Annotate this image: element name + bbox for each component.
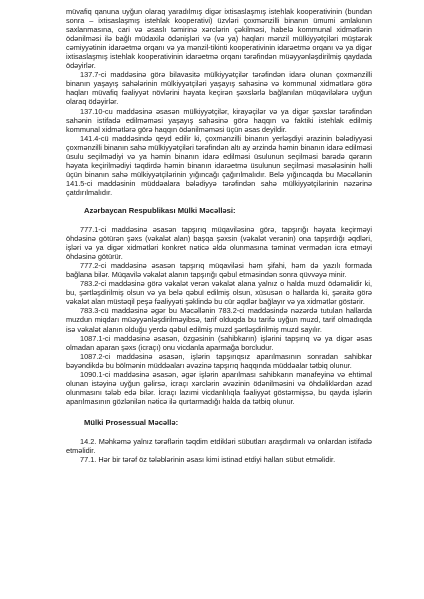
article-1087-1-paragraph: 1087.1-ci maddəsinə əsasən, özgəsinin (sahibkarın) işlərini tapşırıq və ya digər əsas olmadan aparan şəxs (icraçı) onu vicdanla aparmağa borcludur.: [66, 333, 372, 352]
article-137-10-paragraph: 137.10-cu maddəsinə əsasən mülkiyyətçilər, kirayəçilər və ya digər şəxslər tərəfindən sahənin istifadə edilməməsi yaşayış sahəsinə görə haqqın və faktiki istehlak edilmiş kommunal xidmətlərə görə haqqın ödənilməməsi üçün əsas deyildir.: [66, 106, 372, 134]
article-141-4-paragraph: 141.4-cü maddəsində qeyd edilir ki, çoxmənzilli binanın yerləşdiyi ərazinin bələdiyyəsi çoxmənzilli binanın sahə mülkiyyətçiləri tərəfindən altı ay ərzində həmin binanın idarə edilməsi üsulu seçilmədiyi və ya həmin binanın idarə edilməsi üsulunun seçilməsi barədə qərarın həyata keçirilmədiyi təqdirdə həmin binanın idarəetmə üsulunun seçilməsi məsələsinin həlli üçün binanın sahə mülkiyyətçilərinin yığıncağı çağırılmalıdır. Belə yığıncaqda bu Məcəllənin 141.5-ci maddəsinin müddəalara bələdiyyə tərəfindən sahə mülkiyyətçilərinin nəzərinə çatdırılmalıdır.: [66, 133, 372, 197]
article-137-7-paragraph: 137.7-ci maddəsinə görə bilavasitə mülkiyyətçilər tərəfindən idarə olunan çoxmənzilli binanın yaşayış sahələrinin mülkiyyətçiləri yaşayış sahəsinə və kommunal xidmətlərə görə haqları müvafiq fəaliyyət növlərini həyata keçirən şəxslərlə bağlanılan müqavilələrə uyğun olaraq ödəyirlər.: [66, 70, 372, 107]
article-783-2-paragraph: 783.2-ci maddəsinə görə vəkalət verən vəkalət alana yalnız o halda muzd ödəməlidir ki, bu, şərtləşdirilmiş olsun və ya belə qəbul edilmiş olsun, xüsusən o hallarda ki, şəraitə görə vəkalət alan müstəqil peşə fəaliyyəti şəklində bu cür əqdlər bağlayır və ya xidmətlər göstərir.: [66, 279, 372, 307]
civil-procedure-code-heading: Mülki Prosessual Məcəllə:: [84, 417, 179, 427]
article-14-2-paragraph: 14.2. Məhkəmə yalnız tərəflərin təqdim etdikləri sübutları araşdırmalı və onlardan istifadə etməlidir.: [66, 436, 372, 455]
article-777-1-paragraph: 777.1-ci maddəsinə əsasən tapşırıq müqaviləsinə görə, tapşırığı həyata keçirməyi öhdəsinə götürən şəxs (vəkalət alan) başqa şəxsin (vəkalət verənin) ona tapşırdığı əqdləri, işləri və ya digər xidmətləri konkret nəticə əldə olunmasına təminat vermədən icra etməyi öhdəsinə götürür.: [66, 224, 372, 262]
article-1087-2-paragraph: 1087.2-ci maddəsinə əsasən, işlərin tapşırıqsız aparılmasının sonradan sahibkar bəyəndikdə bu bölmənin müddəaları əvəzinə tapşırıq haqqında müddəalar tətbiq olunur.: [66, 351, 372, 370]
intro-paragraph: müvafiq qanuna uyğun olaraq yaradılmış digər ixtisaslaşmış istehlak kooperativinin (bundan sonra – ixtisaslaşmış istehlak kooperativi) üzvləri çoxmənzilli binanın ümumi əmlakının saxlanmasına, cari və əsaslı təmirinə xərclərin çəkilməsi, habelə kommunal xidmətlərin ödənilməsi ilə bağlı müdaxilə ödənişləri və (və ya) haqları mənzil mülkiyyətçiləri müştərək cəmiyyətinin idarəetmə orqanı və ya mənzil-tikinti kooperativinin idarəetmə orqanı və ya digər ixtisaslaşmış istehlak kooperativinin idarəetmə orqanı tərəfindən müəyyənləşdirilmiş qaydada ödəyirlər.: [66, 7, 372, 71]
article-777-2-paragraph: 777.2-ci maddəsinə əsasən tapşırıq müqaviləsi həm şifahi, həm də yazılı formada bağlana bilər. Müqavilə vəkalət alanın tapşırığı qəbul etməsindən sonra qüvvəyə minir.: [66, 261, 372, 280]
article-1090-1-paragraph: 1090.1-ci maddəsinə əsasən, əgər işlərin aparılması sahibkarın mənafeyinə və ehtimal olunan istəyinə uyğun gəlirsə, icraçı xərclərin əvəzinin ödənilməsini və öhdəliklərdən azad olunmasını tələb edə bilər. İcraçı lazımi vicdanlılıqla fəaliyyət göstərmişsə, bu qayda işlərin aparılmasının gözlənilən nəticə ilə qurtarmadığı halda da tətbiq olunur.: [66, 369, 372, 406]
article-77-1-paragraph: 77.1. Hər bir tərəf öz tələblərinin əsası kimi istinad etdiyi halları sübut etməlidir.: [80, 455, 336, 465]
article-783-3-paragraph: 783.3-cü maddəsinə əgər bu Məcəllənin 783.2-ci maddəsində nəzərdə tutulan hallarda muzdun miqdarı müəyyənləşdirilməyibsə, tarif olduqda bu tarifə uyğun muzd, tarif olmadıqda isə vəkalət alanın olduğu yerdə qəbul edilmiş muzd şərtləşdirilmiş muzd sayılır.: [66, 306, 372, 334]
civil-code-heading: Azərbaycan Respublikası Mülki Məcəlləsi:: [84, 205, 236, 215]
